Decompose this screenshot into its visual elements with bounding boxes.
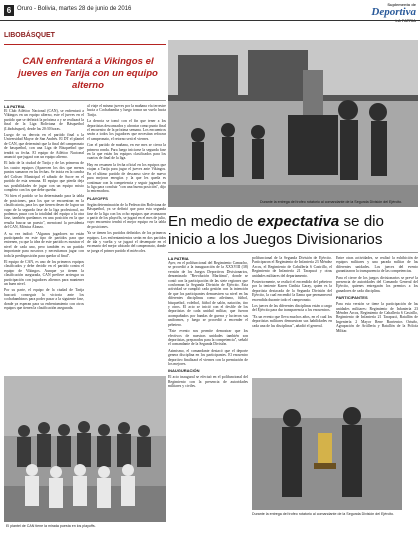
paragraph: "Si bien el partido se ha determinado para la tabla de posiciones, para los que se encuentran en la clasificatoria, para los que tienen deseo de lograr un cupo de la segunda fase de la liga profesional, no podemos pasar con la totalidad del equipo a la otra fase, también quedamos en una posición en la que resulta buscar un puesto", mencionó la presidenta del CAN, Mónica Alonzo.: [4, 194, 84, 230]
paragraph: Según determinación de la Federación Boliviana de Básquetbol, ya se definió que para esta segunda fase de la liga con los ocho equipos que avanzaron a partir de los playoffs, se jugará en el mes de julio, cuyo encuentro tendrá el mejor equipo en la tabla de posiciones.: [87, 202, 166, 229]
subhead-participantes: PARTICIPANTES: [336, 295, 368, 301]
paragraph: Posteriormente, se realizó el encendido del pebetero por la teniente Karen Cinthia Garay, quien es la deportista destacada de la Segunda División del Ejército, la cual encendió la llama que permanecerá encendida durante todo el campeonato.: [252, 280, 332, 302]
ceremony-photo-caption: Durante la entrega del trofeo rotatorio al comandante de la Segunda División del Ejército.: [260, 200, 403, 204]
team-photo-image: [4, 376, 166, 534]
headline-pre: En medio de: [168, 213, 258, 230]
left-col1-text: [4, 109, 84, 372]
paragraph: La derrota se tomó con el fin que tener a los deportistas descansados y afrontar como punto final el encuentro de la próxima semana. Los encuentros serán a todos los jugadores que necesitan reforzar el campeonato, el retorno será el viernes.: [87, 119, 166, 141]
subhead-inauguracion: INAUGURACIÓN: [168, 368, 200, 374]
paragraph: Ya se tienen los partidos definidos de los primeros equipos. Los enfrentamientos serán en dos partidos de ida y vuelta y se jugará el desempate en el escenario del mejor ubicado del campeonato, donde se juega el primer partido el miércoles.: [87, 231, 166, 253]
trophy-photo-caption: Durante la entrega del trofeo rotatorio al comandante de la Segunda División del Ejército.: [252, 512, 395, 516]
paragraph: Para esta versión se tiene la participación de las unidades militares: Regimiento de Infantería 23 Méndez Arcos, Regimiento de Caballería 6 Castrillo, Regimiento de Infantería 21 Tarapacá, Batallón de Ingeniería 2 Mayor Rene Barrientos Ortuño, Agrupación de Artillería y Batallón de la Policía Militar.: [336, 302, 418, 333]
trophy-photo-image: [252, 378, 402, 510]
source-tag: LA PATRIA: [168, 256, 189, 261]
left-headline: CAN enfrentará a Vikingos el jueves en Tarija con un equipo alterno: [18, 56, 158, 91]
headline-highlight: expectativa: [257, 213, 340, 230]
main-col1-text: [168, 261, 248, 536]
paragraph: polifuncional de la Segunda División de Ejército. Participaron el Regimiento de Infantería 23 Méndez Arcos, el Regimiento de Caballería 6 Castrillo, el Regimiento de Infantería 21 Tarapacá y otras unidades militares del departamento.: [252, 256, 332, 278]
subhead-playoffs: PLAYOFFS: [87, 195, 108, 201]
left-col2-text: [87, 104, 166, 374]
paragraph: El lado de la ciudad de Tarija y de las primeras de los cuatro equipos (Aparecen los dos que menos puntos sumaron en las fechas. Se inicia en la cancha del Coliseo Municipal el sábado de Sucre en el partido de esta semana. El equipo que pierda deja sus posibilidades de jugar con un equipo mixto completo con los que debe quedar.: [4, 161, 84, 192]
main-col2-text: [252, 256, 332, 374]
main-column-2: [252, 256, 332, 374]
paragraph: al viaje el mismo jueves por la mañana vía terrestre hacia a Cochabamba y luego tomar un vuelo hacia Tarija.: [87, 104, 166, 117]
headline-rule: [4, 100, 166, 101]
main-column-1: [168, 256, 248, 538]
paragraph: Los jueces de las diferentes disciplinas están a cargo del Ejército para dar transparencia a los encuentros.: [252, 304, 332, 313]
paragraph: Asimismo, el comandante destacó que el deporte genera disciplina en los participantes. El encuentro deportivo finalizará el viernes con la premiación de los mejores.: [168, 348, 248, 366]
main-headline: [168, 213, 418, 249]
paragraph: El equipo de CAN, es uno de los primeros equipos clasificados y debe decidir en el partido contra el equipo de Vikingos. Aunque ya tienen la clasificación asegurada, CAN prefiere arriesgar su participación con jugadores alternos para mantener un buen nivel.: [4, 260, 84, 287]
paragraph: El Club Atlético Nacional (CAN), se enfrentará a Vikingos en un equipo alterno, este el jueves en el partido que se definirá la próxima a y se realizará la final de la Liga Boliviana de Básquetbol (Libobásquet), desde las 20:30 horas.: [4, 109, 84, 131]
team-photo-caption: El plantel de CAN tiene la mirada puesta en los playoffs.: [6, 524, 96, 528]
ceremony-photo-image: [168, 40, 418, 207]
section-rule: [4, 44, 166, 45]
paragraph: El acto inaugural se efectuó en el polifuncional del Regimiento con la presencia de autoridades militares y civiles.: [168, 375, 248, 389]
trophy-photo: [252, 378, 402, 510]
paragraph: Por su parte, el equipo de la ciudad de Tarija buscará conseguir la victoria ante los cochabambinos para poder pasar a la siguiente fase, donde ya esperan para su enfrentamiento con otros equipos que tienen la clasificación asegurada.: [4, 288, 84, 311]
left-column-1: [4, 104, 84, 374]
paragraph: "Es un evento que lleva muchos años, en el cual los deportistas militares demuestran sus habilidades en cada una de las disciplinas", añadió el general.: [252, 314, 332, 328]
header-rule: [0, 20, 420, 21]
brand-name: Deportiva: [371, 6, 416, 18]
page-number: 6: [4, 5, 14, 16]
team-photo: [4, 376, 166, 534]
paragraph: Con el partido de mañana, en ese mes se cierra la primera ronda. Para luego iniciarse la segunda fase en la que están los equipos clasificados para los cuartos de final de la liga.: [87, 143, 166, 161]
paragraph: Para el cierre de los juegos divisionarios se prevé la presencia de autoridades del Comando General del Ejército, quienes entregarán los premios a los ganadores de cada disciplina.: [336, 275, 418, 293]
paragraph: Entre otras actividades, se realizó la exhibición de equipos militares y una parada militar de las diferentes unidades. Los jueces del evento garantizaron la transparencia de las competencias.: [336, 256, 418, 274]
section-label: LIBOBÁSQUET: [4, 32, 55, 39]
dateline: Oruro - Bolivia, martes 28 de junio de 2016: [17, 6, 132, 12]
paragraph: Hay en resumen la fecha oficial en los equipos que viajan a Tarija para jugar el jueves ante Vikingos. En el ultimo partido de descanso sirve de nuevo para mejorar energías y la que les queda es continuar con la competencia y seguir jugando en la liga para concluir "con una buena posición", dijo la entrenadora.: [87, 162, 166, 194]
paragraph: Ayer, en el polifuncional del Regimiento Camacho, se procedió a la inauguración de la XXXVIII (38) versión de los Juegos Deportivos Divisionarios, denominado "Revolución Marítima", donde se contó con la participación de las siete regiones que conforman la Segunda División de Ejército. Esta actividad se cumplió cada gestión con la intención de que los participantes demuestren su nivel en las diferentes disciplinas como atletismo, fútbol, básquetbol, voleibol, fútbol de salón, natación, tiro y otros. El acto se inició con el desfile de los deportistas de cada unidad militar, que fueron acompañados por bandas de guerra y lucieron sus uniformes, y luego se procedió a encender el pebetero.: [168, 261, 248, 327]
paragraph: Luego de su derrota en el partido final a la Universidad Mayor de San Andrés. El DT el plantel de CAN, que determinó que la final del campeonato de basquetbol, con una Liga de Básquetbol que tendrá su fecha. El equipo de Atlético Nacional anunció que jugará con un equipo alterno.: [4, 133, 84, 160]
paragraph: "Este evento nos permite demostrar que los efectivos de nuestras unidades también son deportistas, preparados para la competencia", señaló el comandante de la Segunda División.: [168, 329, 248, 347]
headline-post: se dio inicio a los Juegos Divisionarios: [168, 213, 384, 248]
brand-top: Suplemento de: [387, 2, 416, 7]
ceremony-photo: [168, 40, 418, 207]
left-column-2: [87, 104, 166, 374]
main-headline-rule: [168, 252, 418, 253]
source-tag: LA PATRIA: [4, 104, 25, 109]
paragraph: A su vez indicó: "Algunos jugadores no están participando en este tipo de partidos para que entrenen, ya que la idea de este partido es mostrar el nivel de cada uno, pero también es un partido importante para nosotros y necesitamos jugar con toda la predisposición para quedar al final".: [4, 231, 84, 258]
